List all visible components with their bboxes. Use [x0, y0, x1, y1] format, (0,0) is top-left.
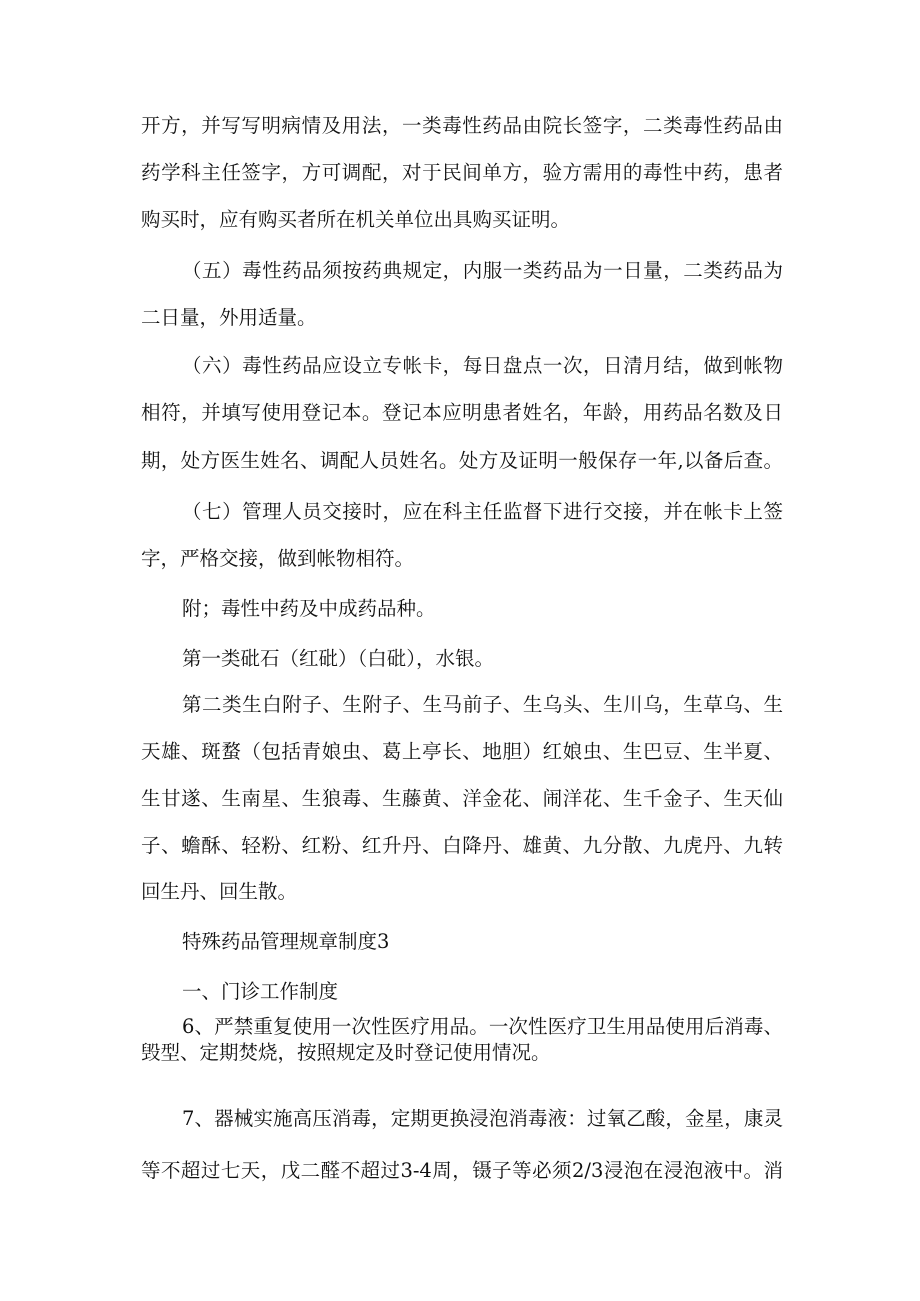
- text-line: （五）毒性药品须按药典规定，内服一类药品为一日量，二类药品为: [182, 259, 783, 282]
- text-line: 7、器械实施高压消毒，定期更换浸泡消毒液：过氧乙酸，金星，康灵: [182, 1107, 783, 1130]
- text-line: 生甘遂、生南星、生狼毒、生藤黄、洋金花、闹洋花、生千金子、生天仙: [141, 787, 783, 810]
- text-line: 6、严禁重复使用一次性医疗用品。一次性医疗卫生用品使用后消毒、: [182, 1015, 783, 1038]
- text-line: 毁型、定期焚烧，按照规定及时登记使用情况。: [141, 1041, 551, 1064]
- section-heading: 一、门诊工作制度: [182, 980, 339, 1003]
- text-line: 子、蟾酥、轻粉、红粉、红升丹、白降丹、雄黄、九分散、九虎丹、九转: [141, 834, 783, 857]
- text-line: 药学科主任签字，方可调配，对于民间单方，验方需用的毒性中药，患者: [141, 161, 783, 184]
- text-line: 天雄、斑蝥（包括青娘虫、葛上亭长、地胆）红娘虫、生巴豆、生半夏、: [141, 740, 783, 763]
- section-title: 特殊药品管理规章制度3: [182, 930, 390, 953]
- text-line: 期，处方医生姓名、调配人员姓名。处方及证明一般保存一年,以备后查。: [141, 449, 783, 472]
- text-line: （七）管理人员交接时，应在科主任监督下进行交接，并在帐卡上签: [182, 500, 783, 523]
- text-line: 开方，并写写明病情及用法，一类毒性药品由院长签字，二类毒性药品由: [141, 114, 783, 137]
- text-line: 字，严格交接，做到帐物相符。: [141, 547, 415, 570]
- text-line: （六）毒性药品应设立专帐卡，每日盘点一次，日清月结，做到帐物: [182, 354, 783, 377]
- text-line: 等不超过七天，戊二醛不超过3-4周，镊子等必须2/3浸泡在浸泡液中。消: [141, 1159, 783, 1182]
- text-line: 二日量，外用适量。: [141, 306, 317, 329]
- text-line: 购买时，应有购买者所在机关单位出具购买证明。: [141, 208, 571, 231]
- text-line: 第二类生白附子、生附子、生马前子、生乌头、生川乌，生草乌、生: [182, 693, 783, 716]
- text-line: 回生丹、回生散。: [141, 880, 298, 903]
- text-line: 相符，并填写使用登记本。登记本应明患者姓名，年龄，用药品名数及日: [141, 401, 783, 424]
- text-line: 第一类砒石（红砒）（白砒），水银。: [182, 647, 495, 670]
- text-line: 附；毒性中药及中成药品种。: [182, 597, 436, 620]
